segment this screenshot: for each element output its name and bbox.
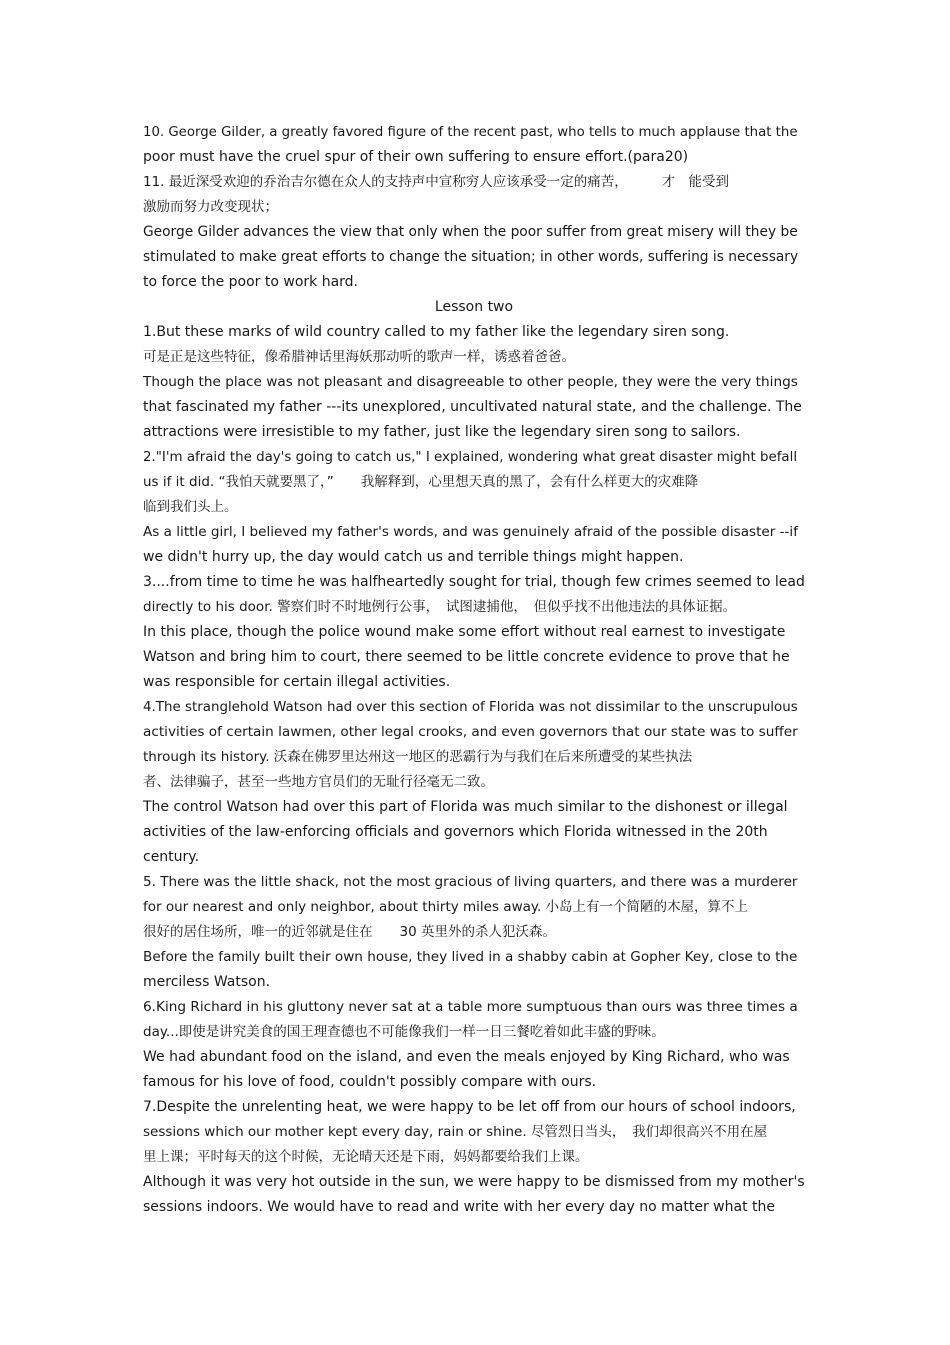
- text-line: Though the place was not pleasant and disagreeable to other people, they were the very things: [143, 374, 798, 390]
- text-line: 3....from time to time he was halfheartedly sought for trial, though few crimes seemed to lead: [143, 574, 805, 590]
- text-line: famous for his love of food, couldn't possibly compare with ours.: [143, 1074, 597, 1090]
- section-heading: Lesson two: [434, 299, 514, 315]
- text-line: 激励而努力改变现状；: [143, 199, 278, 215]
- text-line: us if it did. “我怕天就要黑了，” 我解释到，心里想天真的黑了，会有什么样更大的灾难降: [143, 474, 699, 490]
- text-line: through its history. 沃森在佛罗里达州这一地区的恶霸行为与我们在后来所遭受的某些执法: [143, 749, 693, 765]
- text-line: 1.But these marks of wild country called to my father like the legendary siren song.: [143, 324, 730, 340]
- text-line: 7.Despite the unrelenting heat, we were happy to be let off from our hours of school indoors,: [143, 1099, 796, 1115]
- text-line: 11. 最近深受欢迎的乔治吉尔德在众人的支持声中宣称穷人应该承受一定的痛苦， 才 能受到: [143, 174, 730, 190]
- text-line: 里上课；平时每天的这个时候，无论晴天还是下雨，妈妈都要给我们上课。: [143, 1149, 589, 1165]
- text-line: 6.King Richard in his gluttony never sat at a table more sumptuous than ours was three times a: [143, 999, 798, 1015]
- text-line: we didn't hurry up, the day would catch us and terrible things might happen.: [143, 549, 684, 565]
- text-line: The control Watson had over this part of Florida was much similar to the dishonest or illegal: [143, 799, 788, 815]
- text-line: stimulated to make great efforts to change the situation; in other words, suffering is necessary: [143, 249, 799, 265]
- text-line: directly to his door. 警察们时不时地例行公事， 试图逮捕他， 但似乎找不出他违法的具体证据。: [143, 599, 737, 615]
- text-line: Although it was very hot outside in the sun, we were happy to be dismissed from my mother's: [143, 1174, 805, 1190]
- text-line: We had abundant food on the island, and even the meals enjoyed by King Richard, who was: [143, 1049, 790, 1065]
- text-line: to force the poor to work hard.: [143, 274, 358, 290]
- text-line: poor must have the cruel spur of their own suffering to ensure effort.(para20): [143, 149, 689, 165]
- text-line: for our nearest and only neighbor, about thirty miles away. 小岛上有一个简陋的木屋，算不上: [143, 899, 749, 915]
- text-line: sessions indoors. We would have to read and write with her every day no matter what the: [143, 1199, 775, 1215]
- text-line: 者、法律骗子，甚至一些地方官员们的无耻行径毫无二致。: [143, 774, 494, 790]
- text-line: As a little girl, I believed my father's words, and was genuinely afraid of the possible disaster --if: [143, 524, 798, 540]
- text-line: day...即使是讲究美食的国王理查德也不可能像我们一样一日三餐吃着如此丰盛的野味。: [143, 1024, 665, 1040]
- text-line: 4.The stranglehold Watson had over this section of Florida was not dissimilar to the unscrupulous: [143, 700, 798, 715]
- text-line: activities of the law-enforcing officials and governors which Florida witnessed in the 20th: [143, 824, 768, 840]
- text-line: century.: [143, 849, 200, 865]
- text-line: 5. There was the little shack, not the most gracious of living quarters, and there was a murderer: [143, 874, 798, 890]
- text-line: 可是正是这些特征，像希腊神话里海妖那动听的歌声一样，诱惑着爸爸。: [143, 349, 575, 365]
- text-line: In this place, though the police wound make some effort without real earnest to investigate: [143, 624, 786, 640]
- text-line: attractions were irresistible to my father, just like the legendary siren song to sailors.: [143, 424, 741, 440]
- text-body: [143, 120, 805, 1220]
- text-line: George Gilder advances the view that only when the poor suffer from great misery will they be: [143, 224, 798, 240]
- text-line: Watson and bring him to court, there seemed to be little concrete evidence to prove that he: [143, 649, 790, 665]
- text-line: was responsible for certain illegal activities.: [143, 674, 451, 690]
- text-line: Before the family built their own house, they lived in a shabby cabin at Gopher Key, close to the: [143, 949, 798, 965]
- text-line: 临到我们头上。: [143, 499, 238, 515]
- text-line: 很好的居住场所，唯一的近邻就是住在 30 英里外的杀人犯沃森。: [143, 924, 556, 940]
- text-line: that fascinated my father ---its unexplored, uncultivated natural state, and the challenge. The: [143, 399, 802, 415]
- text-line: activities of certain lawmen, other legal crooks, and even governors that our state was to suffer: [143, 724, 798, 740]
- text-line: sessions which our mother kept every day, rain or shine. 尽管烈日当头， 我们却很高兴不用在屋: [143, 1124, 768, 1140]
- text-line: 2."I'm afraid the day's going to catch us," I explained, wondering what great disaster might befall: [143, 450, 798, 465]
- text-line: 10. George Gilder, a greatly favored figure of the recent past, who tells to much applause that the: [143, 125, 798, 140]
- text-line: merciless Watson.: [143, 974, 271, 990]
